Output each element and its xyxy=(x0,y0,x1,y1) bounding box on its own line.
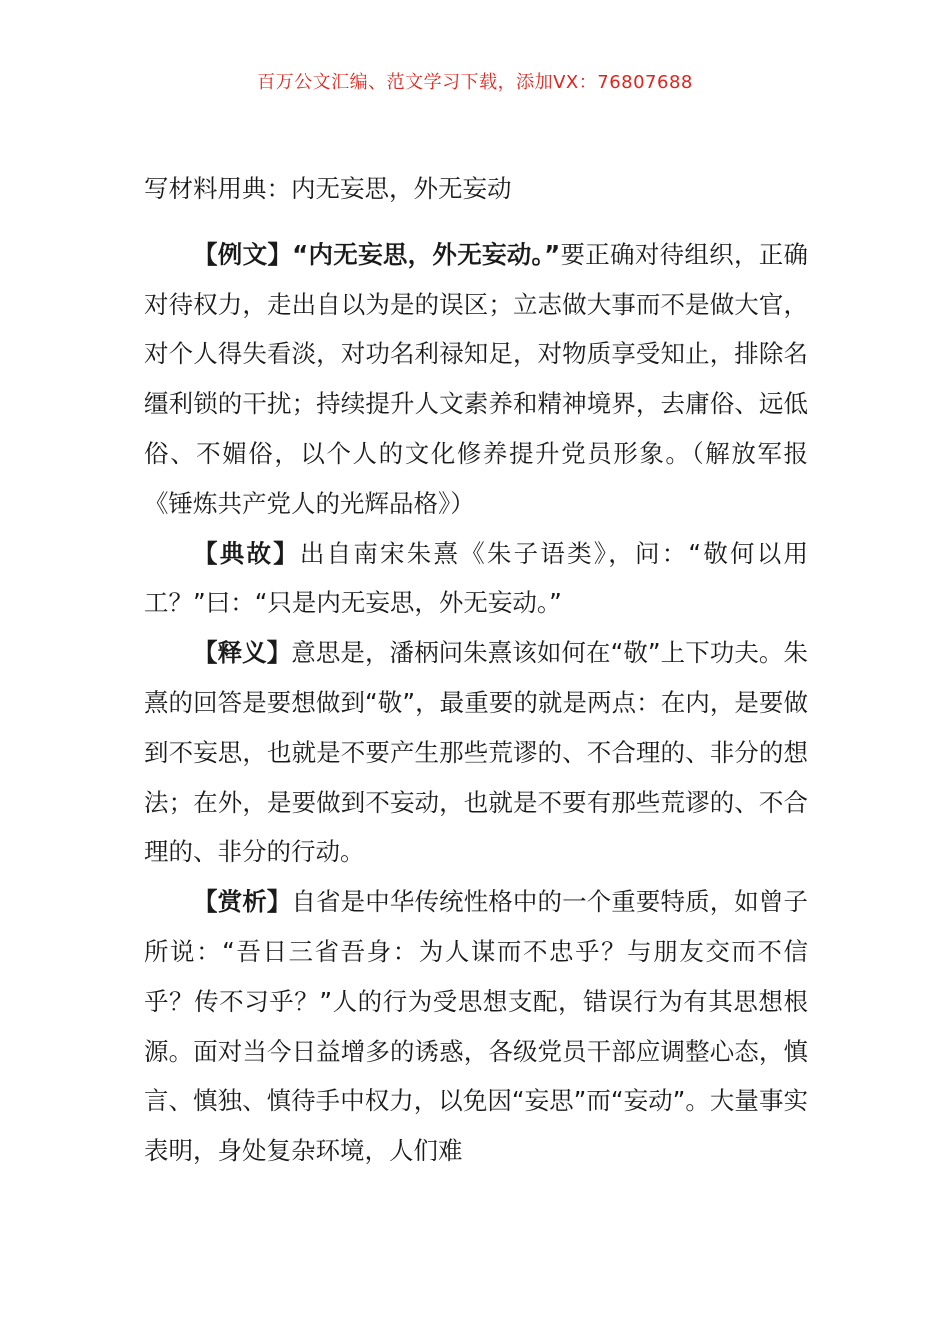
document-body xyxy=(144,164,808,1176)
paragraph-text: 自省是中华传统性格中的一个重要特质，如曾子所说：“吾日三省吾身：为人谋而不忠乎？与朋友交而不信乎？传不习乎？”人的行为受思想支配，错误行为有其思想根源。面对当今日益增多的诱惑，各级党员干部应调整心态，慎言、慎独、慎待手中权力，以免因“妄思”而“妄动”。大量事实表明，身处复杂环境，人们难 xyxy=(144,887,809,1166)
paragraph-text: 要正确对待组织，正确对待权力，走出自以为是的误区；立志做大事而不是做大官，对个人得失看淡，对功名利禄知足，对物质享受知止，排除名缰利锁的干扰；持续提升人文素养和精神境界，去庸俗、远低俗、不媚俗，以个人的文化修养提升党员形象。（解放军报《锤炼共产党人的光辉品格》） xyxy=(144,239,809,518)
paragraph-text: 出自南宋朱熹《朱子语类》，问：“敬何以用工？”曰：“只是内无妄思，外无妄动。” xyxy=(144,538,809,618)
document-title: 写材料用典：内无妄思，外无妄动 xyxy=(144,174,512,203)
paragraph-interpretation xyxy=(144,628,808,877)
section-tag-example: 【例文】 xyxy=(193,239,293,269)
quote-bold: “内无妄思，外无妄动。” xyxy=(292,239,561,269)
section-tag-appreciation: 【赏析】 xyxy=(193,887,292,917)
paragraph-appreciation xyxy=(144,877,808,1176)
paragraph-allusion xyxy=(144,529,808,629)
paragraph-text: 意思是，潘柄问朱熹该如何在“敬”上下功夫。朱熹的回答是要想做到“敬”，最重要的就是两点：在内，是要做到不妄思，也就是不要产生那些荒谬的、不合理的、非分的想法；在外，是要做到不妄动，也就是不要有那些荒谬的、不合理的、非分的行动。 xyxy=(144,638,809,867)
section-tag-interpretation: 【释义】 xyxy=(193,638,292,668)
paragraph-example xyxy=(144,230,808,529)
section-tag-allusion: 【典故】 xyxy=(193,538,300,568)
watermark-header: 百万公文汇编、范文学习下载，添加VX：76807688 xyxy=(257,72,693,93)
